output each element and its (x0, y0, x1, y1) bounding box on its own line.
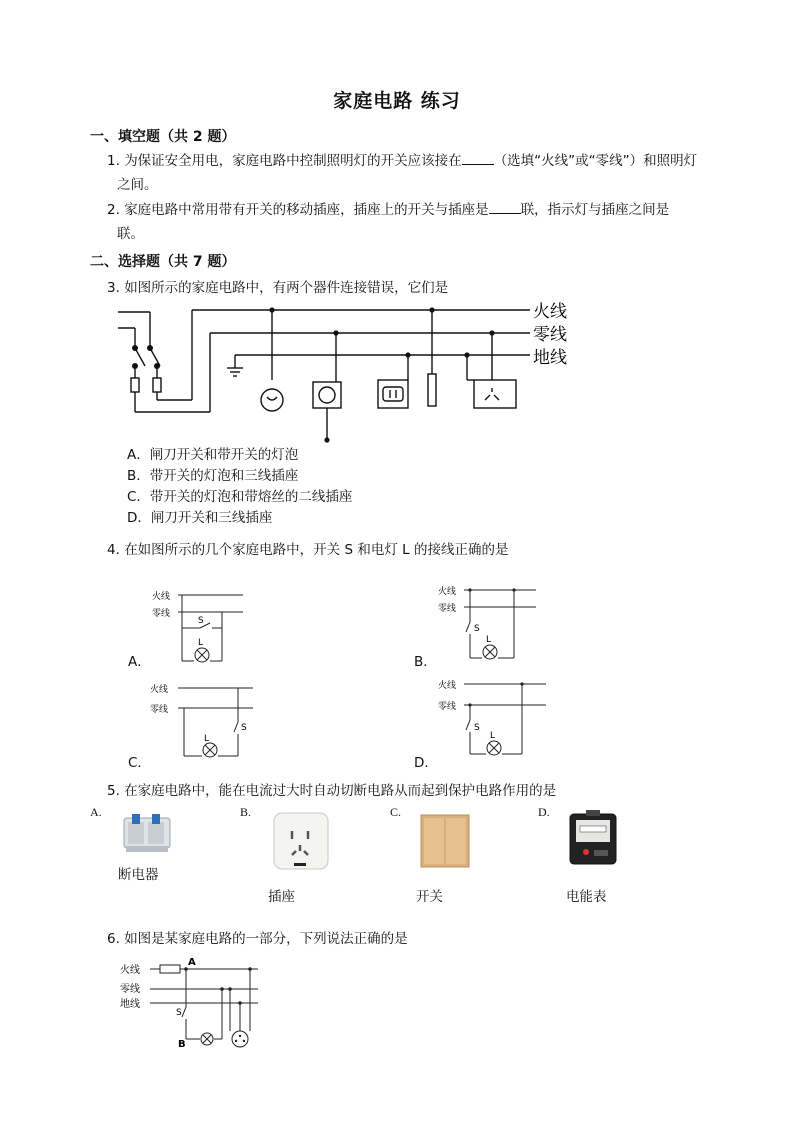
option-letter-a[interactable]: A． (128, 654, 151, 670)
neutral-wire-label: 零线 (438, 702, 457, 712)
energy-meter-image (566, 808, 620, 868)
option-c[interactable]: C．带开关的灯泡和带熔丝的二线插座 (127, 489, 353, 505)
circuit-diagram-q6 (118, 953, 268, 1053)
switch-label: 开关 (416, 889, 443, 905)
switch-label: S (198, 616, 204, 626)
section-choice-heading: 二、选择题（共 7 题） (90, 254, 236, 270)
wall-socket-image (272, 811, 330, 873)
breaker-label: 断电器 (118, 867, 159, 883)
section-fill-in-heading: 一、填空题（共 2 题） (90, 129, 236, 145)
question-number: 1. (107, 153, 120, 169)
live-wire-label: 火线 (120, 965, 140, 976)
question-number: 6. (107, 931, 120, 947)
switch-label: S (176, 1008, 182, 1018)
question-text: 联，指示灯与插座之间是 (520, 202, 670, 218)
answer-blank[interactable] (462, 150, 494, 165)
options-q3 (127, 445, 352, 529)
ground-wire-label: 地线 (533, 348, 567, 368)
question-4 (107, 538, 508, 562)
option-letter-b[interactable]: B． (414, 654, 437, 670)
option-a[interactable]: A．闸刀开关和带开关的灯泡 (127, 447, 299, 463)
point-b-label: B (178, 1039, 186, 1050)
question-text: （选填“火线”或“零线”）和照明灯 (493, 153, 698, 169)
question-1 (107, 149, 707, 197)
lamp-label: L (490, 731, 496, 741)
neutral-wire-label: 零线 (150, 705, 169, 715)
neutral-wire-label: 零线 (120, 984, 140, 995)
question-text: 在如图所示的几个家庭电路中，开关 S 和电灯 L 的接线正确的是 (124, 542, 509, 558)
page-title: 家庭电路 练习 (333, 90, 461, 112)
option-letter-c[interactable]: C． (128, 755, 151, 771)
neutral-wire-label: 零线 (438, 604, 457, 614)
switch-label: S (474, 624, 480, 634)
question-number: 4. (107, 542, 120, 558)
option-letter-d[interactable]: D． (414, 755, 438, 771)
switch-label: S (474, 723, 480, 733)
neutral-wire-label: 零线 (533, 325, 567, 345)
live-wire-label: 火线 (152, 592, 171, 602)
question-text: 为保证安全用电，家庭电路中控制照明灯的开关应该接在 (124, 153, 462, 169)
question-text: 联。 (117, 226, 144, 242)
question-text: 在家庭电路中，能在电流过大时自动切断电路从而起到保护电路作用的是 (124, 783, 557, 799)
question-number: 5. (107, 783, 120, 799)
question-3 (107, 276, 448, 300)
question-number: 2. (107, 202, 120, 218)
socket-label: 插座 (268, 889, 295, 905)
question-text: 之间。 (117, 177, 158, 193)
option-letter-b[interactable]: B. (240, 805, 252, 819)
circuit-diagram-q3 (110, 300, 590, 450)
point-a-label: A (188, 957, 196, 968)
meter-label: 电能表 (566, 889, 607, 905)
question-text: 如图所示的家庭电路中，有两个器件连接错误，它们是 (124, 280, 449, 296)
answer-blank[interactable] (489, 199, 521, 214)
lamp-label: L (204, 734, 210, 744)
question-6 (107, 927, 408, 951)
lamp-label: L (198, 638, 204, 648)
ground-wire-label: 地线 (120, 999, 140, 1010)
lamp-label: L (486, 635, 492, 645)
option-b[interactable]: B．带开关的灯泡和三线插座 (127, 468, 299, 484)
question-text: 如图是某家庭电路的一部分，下列说法正确的是 (124, 931, 408, 947)
live-wire-label: 火线 (438, 587, 457, 597)
option-letter-d[interactable]: D. (538, 805, 550, 819)
circuit-diagram-q4d (436, 674, 551, 764)
live-wire-label: 火线 (533, 302, 567, 322)
circuit-diagram-q4c (148, 678, 258, 763)
circuit-diagram-q4a (148, 585, 248, 665)
live-wire-label: 火线 (150, 685, 169, 695)
question-5 (107, 779, 556, 803)
option-letter-c[interactable]: C. (390, 805, 402, 819)
question-2 (107, 198, 707, 246)
neutral-wire-label: 零线 (152, 609, 171, 619)
wall-switch-image (420, 814, 470, 868)
switch-label: S (241, 723, 247, 733)
option-letter-a[interactable]: A. (90, 805, 102, 819)
circuit-breaker-image (120, 808, 176, 856)
question-text: 家庭电路中常用带有开关的移动插座，插座上的开关与插座是 (124, 202, 489, 218)
option-d[interactable]: D．闸刀开关和三线插座 (127, 510, 273, 526)
question-number: 3. (107, 280, 120, 296)
circuit-diagram-q4b (436, 580, 546, 665)
live-wire-label: 火线 (438, 681, 457, 691)
